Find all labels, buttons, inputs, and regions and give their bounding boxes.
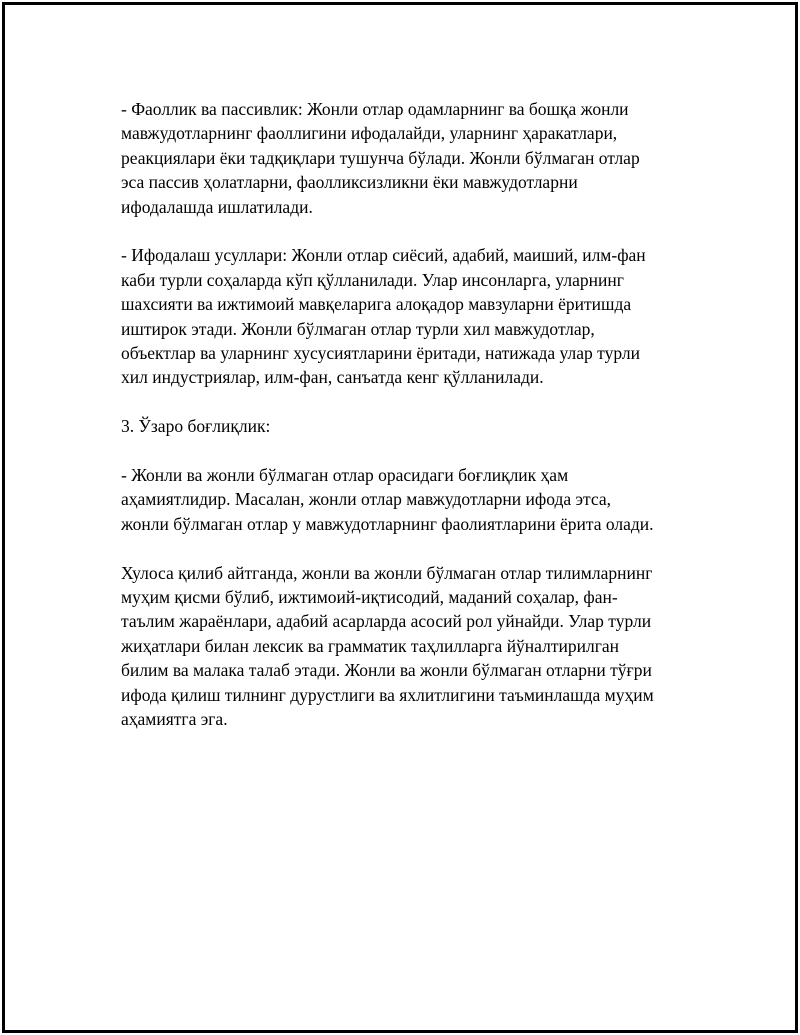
paragraph-expression-methods — [121, 243, 701, 389]
paragraph-interrelation — [121, 463, 701, 536]
text-line: реакциялари ёки тадқиқлари тушунча бўлади. Жонли бўлмаган отлар — [121, 147, 640, 168]
paragraph-activity-passivity — [121, 97, 701, 219]
paragraph-conclusion — [121, 561, 701, 732]
text-line: иштирок этади. Жонли бўлмаган отлар турли хил мавжудотлар, — [121, 318, 595, 339]
text-line: ифодалашда ишлатилади. — [121, 196, 313, 217]
text-line: муҳим қисми бўлиб, ижтимоий-иқтисодий, маданий соҳалар, фан- — [121, 587, 618, 608]
text-line: билим ва малака талаб этади. Жонли ва жонли бўлмаган отларни тўғри — [121, 660, 652, 681]
text-line: объектлар ва уларнинг хусусиятларини ёритади, натижада улар турли — [121, 343, 640, 364]
text-line: аҳамиятлидир. Масалан, жонли отлар мавжудотларни ифода этса, — [121, 489, 611, 510]
document-page — [2, 2, 798, 1033]
text-line: Хулоса қилиб айтганда, жонли ва жонли бўлмаган отлар тилимларнинг — [121, 562, 653, 583]
text-line: шахсияти ва ижтимоий мавқеларига алоқадор мавзуларни ёритишда — [121, 294, 632, 315]
text-line: - Жонли ва жонли бўлмаган отлар орасидаги боғлиқлик ҳам — [121, 465, 569, 486]
document-body — [121, 97, 701, 756]
text-line: - Ифодалаш усуллари: Жонли отлар сиёсий, адабий, маиший, илм-фан — [121, 245, 646, 266]
text-line: хил индустриялар, илм-фан, санъатда кенг қўлланилади. — [121, 367, 544, 388]
text-line: жиҳатлари билан лексик ва грамматик таҳлилларга йўналтирилган — [121, 635, 619, 656]
text-line: таълим жараёнлари, адабий асарларда асосий рол уйнайди. Улар турли — [121, 611, 652, 632]
text-line: - Фаоллик ва пассивлик: Жонли отлар одамларнинг ва бошқа жонли — [121, 99, 629, 119]
section-heading — [121, 414, 701, 438]
text-line: аҳамиятга эга. — [121, 709, 228, 730]
text-line: каби турли соҳаларда кўп қўлланилади. Улар инсонларга, уларнинг — [121, 269, 624, 290]
text-line: 3. Ўзаро боғлиқлик: — [121, 416, 271, 437]
text-line: мавжудотларнинг фаоллигини ифодалайди, уларнинг ҳаракатлари, — [121, 123, 618, 144]
text-line: жонли бўлмаган отлар у мавжудотларнинг фаолиятларини ёрита олади. — [121, 513, 654, 534]
text-line: ифода қилиш тилнинг дурустлиги ва яхлитлигини таъминлашда муҳим — [121, 684, 654, 705]
text-line: эса пассив ҳолатларни, фаолликсизликни ёки мавжудотларни — [121, 172, 578, 193]
